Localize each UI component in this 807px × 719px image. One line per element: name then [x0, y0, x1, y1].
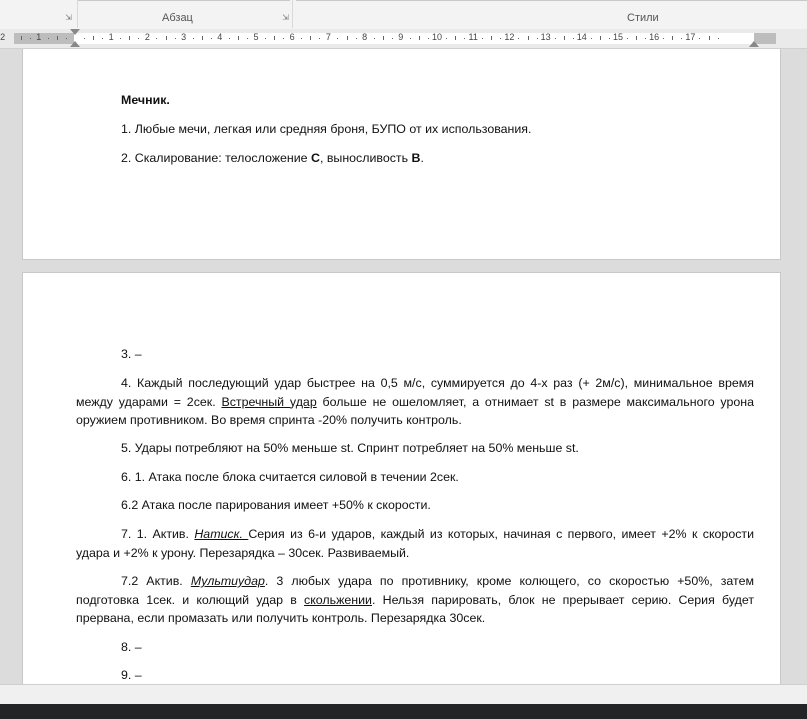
ruler-tick-label: 11: [468, 32, 478, 42]
heading-mechnik: Мечник.: [121, 93, 170, 107]
ribbon-border: [296, 0, 807, 1]
ruler-minor-tick: [410, 38, 411, 39]
paragraph-4: [76, 374, 754, 430]
ruler-minor-tick: [428, 38, 429, 39]
ruler-minor-tick: [374, 38, 375, 39]
ruler-tick-label: 4: [217, 32, 223, 42]
ruler-minor-tick: [627, 38, 628, 39]
paragraph-5: 5. Удары потребляют на 50% меньше st. Спринт потребляет на 50% меньше st.: [121, 441, 579, 455]
taskbar: [0, 704, 807, 719]
ruler-tick-label: 16: [649, 32, 660, 42]
ruler-minor-tick: [319, 38, 320, 39]
text-run: 7.2 Актив.: [121, 574, 191, 588]
ruler-tick-label: 5: [253, 32, 259, 42]
ruler-tick-label: 15: [612, 32, 623, 42]
paragraph-9: 9. –: [121, 668, 142, 682]
text-run-italic-underline: Натиск.: [194, 527, 249, 541]
ruler-minor-tick: [310, 36, 311, 40]
ruler-minor-tick: [66, 38, 67, 39]
text-run: 4. Каждый последующий удар быстрее на 0,5 м/с, суммируется до 4-х раз (+ 2м/с), минимальное время между ударами = 2сек.: [76, 376, 754, 409]
paragraph-2: [121, 149, 761, 168]
ribbon: [0, 0, 807, 30]
text-run: Серия из 6-и ударов, каждый из которых, начиная с первого, имеет +2% к скорости удара и +2% к урону. Перезарядка – 30сек. Развиваемый.: [76, 527, 754, 560]
ruler-minor-tick: [84, 38, 85, 39]
ruler-tick-label: 14: [576, 32, 587, 42]
status-bar: [0, 684, 807, 705]
ruler-minor-tick: [356, 38, 357, 39]
paragraph-group-label: Абзац: [162, 12, 193, 24]
ruler-tick-label: 2: [0, 32, 6, 42]
ruler-tick-label: 3: [181, 32, 187, 42]
text-run-bold: B: [411, 151, 421, 165]
text-run: . 3 любых удара по противнику, кроме колющего, со скоростью +50%, затем подготовка 1сек. и колющий удар в: [76, 574, 754, 607]
text-run: 7. 1. Актив.: [121, 527, 195, 541]
ruler-tick-label: 6: [289, 32, 295, 42]
ruler-tick-label: 2: [144, 32, 150, 42]
ribbon-separator: [292, 0, 293, 28]
ruler-minor-tick: [419, 36, 420, 40]
ruler-minor-tick: [681, 38, 682, 39]
ruler-minor-tick: [238, 36, 239, 40]
ruler-minor-tick: [464, 38, 465, 39]
page[interactable]: [22, 49, 781, 260]
ruler-minor-tick: [21, 36, 22, 40]
paragraph-1: 1. Любые мечи, легкая или средняя броня, БУПО от их использования.: [121, 122, 532, 136]
ruler-minor-tick: [609, 38, 610, 39]
ruler-minor-tick: [672, 36, 673, 40]
paragraph-6-1: 6. 1. Атака после блока считается силовой в течении 2сек.: [121, 470, 459, 484]
paragraph-8: 8. –: [121, 640, 142, 654]
text-run-italic-underline: Мультиудар: [190, 574, 265, 588]
ruler-minor-tick: [347, 36, 348, 40]
ruler-minor-tick: [636, 36, 637, 40]
ruler-minor-tick: [482, 38, 483, 39]
ruler-minor-tick: [709, 36, 710, 40]
ruler-minor-tick: [211, 38, 212, 39]
font-dialog-launcher-icon[interactable]: ⇲: [65, 13, 72, 22]
page[interactable]: [22, 272, 781, 684]
ruler-minor-tick: [518, 38, 519, 39]
ruler-minor-tick: [48, 38, 49, 39]
ribbon-separator: [77, 0, 78, 28]
ruler-minor-tick: [537, 38, 538, 39]
ruler-tick-label: 8: [362, 32, 368, 42]
ruler-minor-tick: [718, 38, 719, 39]
ruler-minor-tick: [247, 38, 248, 39]
ruler-minor-tick: [645, 38, 646, 39]
styles-group-label: Стили: [627, 12, 659, 24]
ruler-minor-tick: [283, 38, 284, 39]
text-run-underline: скольжении: [304, 592, 372, 607]
ruler-minor-tick: [57, 36, 58, 40]
paragraph-dialog-launcher-icon[interactable]: ⇲: [282, 13, 289, 22]
paragraph-6-2: 6.2 Атака после парирования имеет +50% к скорости.: [121, 498, 431, 512]
ruler-minor-tick: [564, 36, 565, 40]
ruler-minor-tick: [555, 38, 556, 39]
ruler-minor-tick: [591, 38, 592, 39]
ruler-tick-label: 1: [108, 32, 114, 42]
ruler-minor-tick: [30, 38, 31, 39]
ruler-tick-label: 1: [36, 32, 42, 42]
ruler-minor-tick: [699, 38, 700, 39]
paragraph-3: 3. –: [121, 347, 142, 361]
horizontal-ruler[interactable]: [0, 29, 807, 49]
ruler-minor-tick: [663, 38, 664, 39]
ruler-tick-label: 12: [504, 32, 515, 42]
ruler-minor-tick: [500, 38, 501, 39]
ruler-minor-tick: [129, 36, 130, 40]
ruler-minor-tick: [93, 36, 94, 40]
paragraph-7-2: [76, 572, 754, 628]
text-run: . Нельзя парировать, блок не прерывает серию. Серия будет прервана, если промазать или получить контроль. Перезарядка 30сек.: [76, 592, 754, 626]
ruler-minor-tick: [446, 38, 447, 39]
ribbon-border: [78, 0, 290, 1]
text-run: больше не ошеломляет, а отнимает st в размере максимального урона оружием противником. Во время спринта -20% получить контроль.: [76, 394, 754, 428]
text-run-bold: C: [311, 151, 320, 165]
ruler-minor-tick: [274, 36, 275, 40]
ruler-minor-tick: [138, 38, 139, 39]
ruler-minor-tick: [455, 36, 456, 40]
document-area[interactable]: [0, 49, 807, 684]
ruler-minor-tick: [265, 38, 266, 39]
ruler-tick-label: 9: [398, 32, 404, 42]
ruler-minor-tick: [301, 38, 302, 39]
ruler-minor-tick: [175, 38, 176, 39]
ruler-minor-tick: [573, 38, 574, 39]
ruler-minor-tick: [166, 36, 167, 40]
ruler-minor-tick: [229, 38, 230, 39]
ruler-minor-tick: [528, 36, 529, 40]
text-run-underline: Встречный удар: [221, 394, 317, 409]
ruler-minor-tick: [193, 38, 194, 39]
ruler-minor-tick: [156, 38, 157, 39]
ruler-minor-tick: [120, 38, 121, 39]
paragraph-7-1: [76, 525, 754, 562]
ruler-minor-tick: [491, 36, 492, 40]
ruler-tick-label: 13: [540, 32, 551, 42]
ruler-tick-label: 7: [325, 32, 331, 42]
ruler-minor-tick: [600, 36, 601, 40]
ruler-minor-tick: [202, 36, 203, 40]
text-run: 2. Скалирование: телосложение: [121, 151, 311, 165]
ruler-tick-label: 17: [685, 32, 696, 42]
ruler-minor-tick: [102, 38, 103, 39]
ruler-minor-tick: [383, 36, 384, 40]
ruler-tick-label: 10: [431, 32, 442, 42]
text-run: .: [420, 151, 424, 165]
ruler-minor-tick: [392, 38, 393, 39]
first-line-indent-marker[interactable]: [70, 29, 80, 35]
right-indent-marker[interactable]: [749, 41, 759, 47]
hanging-indent-marker[interactable]: [70, 41, 80, 47]
ruler-minor-tick: [337, 38, 338, 39]
text-run: , выносливость: [319, 151, 412, 165]
